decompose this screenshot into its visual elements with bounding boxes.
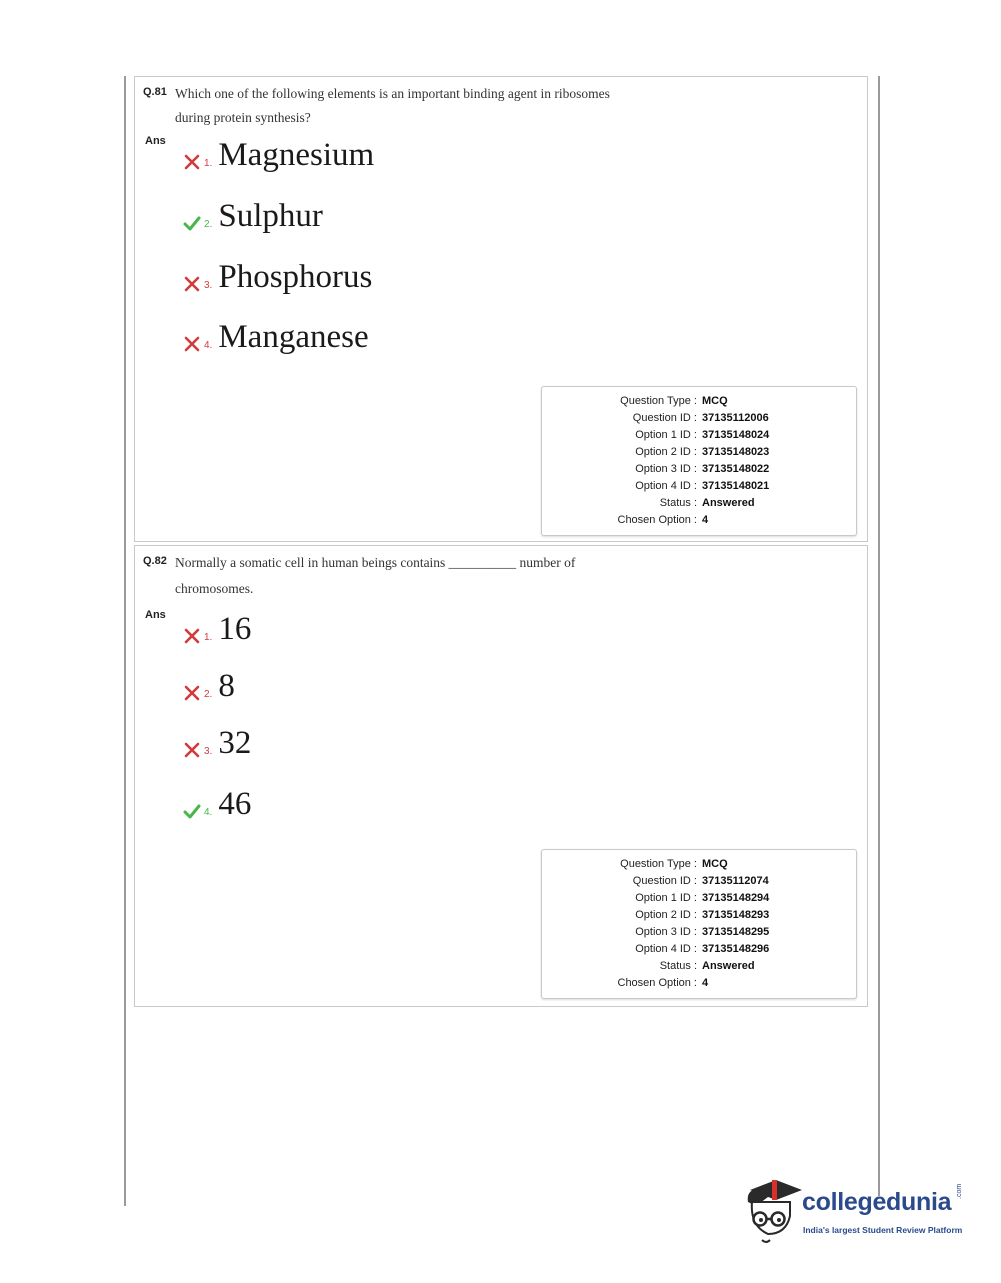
- option-text: Sulphur: [218, 198, 323, 234]
- mascot-icon: [742, 1176, 804, 1246]
- option-text: Manganese: [218, 319, 369, 355]
- info-value: 37135148293: [702, 909, 770, 921]
- option-number: 2.: [204, 219, 213, 230]
- page-right-border: [878, 76, 880, 1196]
- info-value: Answered: [702, 960, 755, 972]
- option-text: 46: [218, 786, 252, 822]
- question-number: Q.81: [143, 86, 167, 98]
- cross-icon: [183, 275, 201, 293]
- info-value: 37135148024: [702, 429, 770, 441]
- question-text-line: during protein synthesis?: [175, 110, 311, 125]
- option-1: [183, 607, 251, 647]
- option-2: [183, 664, 235, 704]
- info-row: [542, 941, 858, 958]
- cross-icon: [183, 153, 201, 171]
- info-value: 37135148023: [702, 446, 770, 458]
- info-key: Option 2 ID :: [635, 909, 697, 921]
- option-number: 1.: [204, 632, 213, 643]
- option-number: 4.: [204, 340, 213, 351]
- info-row: [542, 890, 858, 907]
- info-row: [542, 856, 858, 873]
- info-value: MCQ: [702, 858, 728, 870]
- info-value: 37135148296: [702, 943, 770, 955]
- info-row: [542, 924, 858, 941]
- cross-icon: [183, 627, 201, 645]
- info-key: Question ID :: [632, 875, 697, 887]
- info-row: [542, 495, 858, 512]
- option-4: [183, 315, 369, 355]
- info-value: Answered: [702, 497, 755, 509]
- info-value: 37135148022: [702, 463, 770, 475]
- info-value: 37135148021: [702, 480, 770, 492]
- question-block-81: [134, 76, 868, 542]
- info-row: [542, 393, 858, 410]
- info-key: Question ID :: [632, 412, 697, 424]
- info-key: Chosen Option :: [617, 514, 697, 526]
- info-value: 37135112006: [702, 412, 769, 424]
- info-key: Option 4 ID :: [635, 943, 697, 955]
- option-number: 2.: [204, 689, 213, 700]
- cross-icon: [183, 335, 201, 353]
- option-number: 3.: [204, 280, 213, 291]
- option-text: 8: [218, 668, 235, 704]
- info-value: 4: [702, 514, 709, 526]
- ans-label: Ans: [145, 609, 166, 621]
- option-number: 1.: [204, 158, 213, 169]
- question-block-82: [134, 545, 868, 1007]
- info-row: [542, 427, 858, 444]
- info-row: [542, 907, 858, 924]
- info-key: Option 3 ID :: [635, 926, 697, 938]
- info-key: Option 1 ID :: [635, 429, 697, 441]
- check-icon: [183, 214, 201, 232]
- option-text: 16: [218, 611, 252, 647]
- question-text-line: chromosomes.: [175, 581, 254, 596]
- option-1: [183, 133, 374, 173]
- info-key: Option 4 ID :: [635, 480, 697, 492]
- info-row: [542, 461, 858, 478]
- ans-label: Ans: [145, 135, 166, 147]
- info-key: Option 2 ID :: [635, 446, 697, 458]
- collegedunia-logo[interactable]: [742, 1176, 972, 1248]
- question-text-line: Which one of the following elements is an important binding agent in ribosomes: [175, 86, 610, 101]
- info-row: [542, 444, 858, 461]
- info-key: Question Type :: [620, 858, 697, 870]
- info-value: 37135148294: [702, 892, 770, 904]
- info-row: [542, 958, 858, 975]
- info-row: [542, 410, 858, 427]
- question-text: [175, 550, 695, 602]
- info-key: Option 3 ID :: [635, 463, 697, 475]
- option-4: [183, 782, 251, 822]
- option-number: 3.: [204, 746, 213, 757]
- option-text: Magnesium: [218, 137, 375, 173]
- option-number: 4.: [204, 807, 213, 818]
- option-3: [183, 255, 372, 295]
- option-3: [183, 721, 251, 761]
- page-left-border: [124, 76, 126, 1206]
- question-text: [175, 82, 695, 130]
- logo-suffix: .com: [956, 1183, 963, 1199]
- info-row: [542, 512, 858, 529]
- question-info-panel: [541, 849, 857, 999]
- info-row: [542, 478, 858, 495]
- info-key: Option 1 ID :: [635, 892, 697, 904]
- option-text: 32: [218, 725, 252, 761]
- cross-icon: [183, 684, 201, 702]
- info-value: 37135112074: [702, 875, 769, 887]
- cross-icon: [183, 741, 201, 759]
- option-text: Phosphorus: [218, 259, 373, 295]
- info-value: MCQ: [702, 395, 728, 407]
- info-key: Status :: [659, 960, 697, 972]
- logo-tagline: India's largest Student Review Platform: [803, 1225, 963, 1235]
- info-value: 4: [702, 977, 709, 989]
- info-key: Chosen Option :: [617, 977, 697, 989]
- info-row: [542, 975, 858, 992]
- question-text-line: Normally a somatic cell in human beings contains __________ number of: [175, 555, 576, 570]
- info-row: [542, 873, 858, 890]
- info-value: 37135148295: [702, 926, 770, 938]
- check-icon: [183, 802, 201, 820]
- info-key: Status :: [659, 497, 697, 509]
- info-key: Question Type :: [620, 395, 697, 407]
- logo-wordmark: collegedunia: [802, 1188, 952, 1216]
- option-2: [183, 194, 323, 234]
- question-info-panel: [541, 386, 857, 536]
- question-number: Q.82: [143, 555, 167, 567]
